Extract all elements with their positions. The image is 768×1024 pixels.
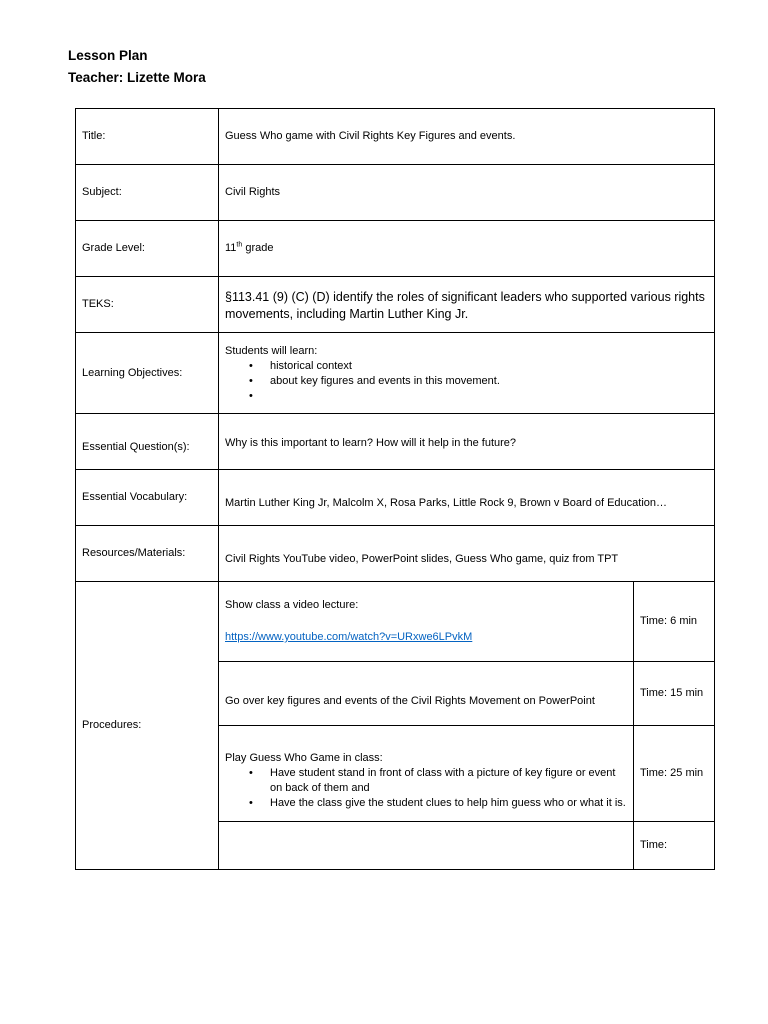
list-item: • about key figures and events in this movement. <box>270 374 708 389</box>
procedure-step-3-text <box>219 726 634 822</box>
grade-word: grade <box>242 242 274 254</box>
title-row <box>76 109 715 165</box>
lesson-plan-table <box>75 108 715 870</box>
guess-who-steps-list <box>225 766 627 811</box>
procedure-step-3-time: Time: 25 min <box>634 726 715 822</box>
essential-question-label: Essential Question(s): <box>76 414 219 470</box>
title-label: Title: <box>76 109 219 165</box>
grade-number: 11 <box>225 242 237 254</box>
vocabulary-label: Essential Vocabulary: <box>76 470 219 526</box>
subject-value: Civil Rights <box>219 165 715 221</box>
vocabulary-value: Martin Luther King Jr, Malcolm X, Rosa Parks, Little Rock 9, Brown v Board of Education… <box>219 470 715 526</box>
subject-label: Subject: <box>76 165 219 221</box>
procedure-step-1-desc: Show class a video lecture: <box>225 599 359 611</box>
grade-suffix: th <box>236 241 243 249</box>
grade-value <box>219 221 715 277</box>
teks-label: TEKS: <box>76 277 219 333</box>
objectives-list <box>225 359 708 404</box>
resources-label: Resources/Materials: <box>76 526 219 582</box>
procedure-step-4-time: Time: <box>634 822 715 870</box>
objectives-intro: Students will learn: <box>225 344 318 357</box>
procedure-step-1-time: Time: 6 min <box>634 582 715 662</box>
objectives-row <box>76 333 715 414</box>
grade-label: Grade Level: <box>76 221 219 277</box>
teks-row <box>76 277 715 333</box>
procedure-step-3-desc: Play Guess Who Game in class: <box>225 752 383 764</box>
resources-row <box>76 526 715 582</box>
list-item: • Have the class give the student clues to help him guess who or what it is. <box>270 796 627 811</box>
document-title: Lesson Plan <box>68 48 148 63</box>
teks-value: §113.41 (9) (C) (D) identify the roles of significant leaders who supported various rights movements, including Martin Luther King Jr. <box>219 277 715 333</box>
procedure-step-1 <box>76 582 715 662</box>
objectives-label: Learning Objectives: <box>76 333 219 414</box>
list-item: • historical context <box>270 359 708 374</box>
list-item: • Have student stand in front of class with a picture of key figure or event on back of them and <box>270 766 627 796</box>
video-lecture-link[interactable]: https://www.youtube.com/watch?v=URxwe6LPvkM <box>225 631 473 643</box>
procedure-step-2-text: Go over key figures and events of the Civil Rights Movement on PowerPoint <box>219 662 634 726</box>
vocabulary-row <box>76 470 715 526</box>
teacher-name: Teacher: Lizette Mora <box>68 70 206 85</box>
subject-row <box>76 165 715 221</box>
procedure-step-2-time: Time: 15 min <box>634 662 715 726</box>
objectives-value <box>219 333 715 414</box>
essential-question-row <box>76 414 715 470</box>
procedures-label: Procedures: <box>76 582 219 870</box>
grade-row <box>76 221 715 277</box>
procedure-step-4-text <box>219 822 634 870</box>
title-value: Guess Who game with Civil Rights Key Figures and events. <box>219 109 715 165</box>
essential-question-value: Why is this important to learn? How will it help in the future? <box>219 414 715 470</box>
procedure-step-1-text <box>219 582 634 662</box>
resources-value: Civil Rights YouTube video, PowerPoint slides, Guess Who game, quiz from TPT <box>219 526 715 582</box>
list-item <box>270 389 708 404</box>
